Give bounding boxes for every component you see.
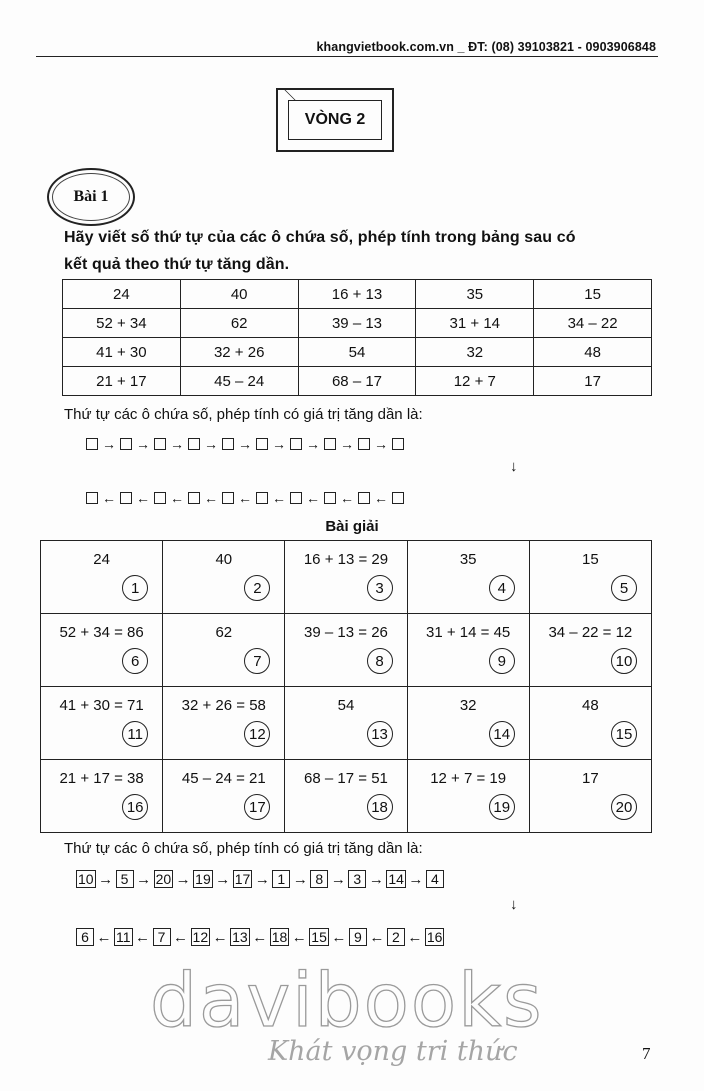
answer-blank-box	[188, 438, 200, 450]
cell-order-number: 3	[367, 575, 393, 601]
table-row	[41, 687, 652, 760]
table-row	[63, 367, 652, 396]
cell-order-number: 8	[367, 648, 393, 674]
cell-order-number: 2	[244, 575, 270, 601]
order-instruction: Thứ tự các ô chứa số, phép tính có giá trị tăng dần là:	[64, 406, 423, 423]
table-cell: 16 + 13	[298, 280, 416, 309]
answer-cell	[285, 614, 407, 687]
cell-order-number: 6	[122, 648, 148, 674]
order-number-box: 20	[155, 871, 172, 887]
answer-blank-box	[120, 492, 132, 504]
answer-blank-box	[86, 492, 98, 504]
down-arrow-icon: ↓	[510, 458, 518, 475]
instruction-line-2: kết quả theo thứ tự tăng dần.	[64, 256, 290, 273]
table-cell: 48	[534, 338, 652, 367]
solution-title: Bài giải	[325, 518, 379, 535]
watermark-brand: davibooks	[150, 958, 544, 1044]
answer-cell	[163, 687, 285, 760]
arrow-icon: →	[368, 870, 384, 888]
cell-order-number: 12	[244, 721, 270, 747]
arrow-icon: ←	[272, 490, 286, 506]
cell-order-number: 16	[122, 794, 148, 820]
arrow-icon: →	[238, 436, 252, 452]
answer-cell	[407, 614, 529, 687]
cell-order-number: 13	[367, 721, 393, 747]
arrow-icon: ←	[170, 490, 184, 506]
table-cell: 32 + 26	[180, 338, 298, 367]
answer-cell	[41, 541, 163, 614]
cell-order-number: 20	[611, 794, 637, 820]
cell-expression: 32 + 26 = 58	[181, 697, 266, 714]
answer-cell	[163, 614, 285, 687]
answer-cell	[285, 760, 407, 833]
table-cell: 17	[534, 367, 652, 396]
answer-cell	[163, 760, 285, 833]
round-title-box	[276, 88, 394, 152]
arrow-icon: ←	[173, 928, 189, 946]
answer-blank-box	[120, 438, 132, 450]
answer-cell	[163, 541, 285, 614]
watermark-slogan: Khát vọng tri thức	[268, 1036, 518, 1067]
arrow-icon: →	[374, 436, 388, 452]
table-cell: 52 + 34	[63, 309, 181, 338]
arrow-icon: →	[102, 436, 116, 452]
order-number-box: 17	[234, 871, 251, 887]
answer-cell	[285, 541, 407, 614]
table-cell: 21 + 17	[63, 367, 181, 396]
blank-chain-top	[86, 436, 404, 452]
answer-blank-box	[222, 438, 234, 450]
arrow-icon: →	[136, 436, 150, 452]
cell-order-number: 17	[244, 794, 270, 820]
answer-cell	[529, 687, 651, 760]
exercise-label: Bài 1	[52, 173, 130, 221]
cell-expression: 34 – 22 = 12	[548, 624, 633, 641]
arrow-icon: →	[215, 870, 231, 888]
answer-blank-box	[86, 438, 98, 450]
answer-cell	[407, 760, 529, 833]
order-number-box: 1	[272, 870, 290, 888]
answer-blank-box	[188, 492, 200, 504]
order-number-box: 6	[76, 928, 94, 946]
answer-chain-top	[76, 870, 444, 888]
instruction-line-1: Hãy viết số thứ tự của các ô chứa số, phép tính trong bảng sau có	[64, 229, 576, 246]
table-row	[41, 760, 652, 833]
answer-blank-box	[358, 492, 370, 504]
table-cell: 54	[298, 338, 416, 367]
order-number-box: 5	[116, 870, 134, 888]
table-cell: 62	[180, 309, 298, 338]
answer-blank-box	[256, 492, 268, 504]
cell-order-number: 11	[122, 721, 148, 747]
arrow-icon: ←	[407, 928, 423, 946]
arrow-icon: ←	[102, 490, 116, 506]
order-number-box: 7	[153, 928, 171, 946]
order-number-box: 16	[426, 929, 443, 945]
page-header: khangvietbook.com.vn _ ĐT: (08) 39103821 - 0903906848	[316, 40, 656, 54]
cell-expression: 31 + 14 = 45	[426, 624, 511, 641]
answer-blank-box	[392, 438, 404, 450]
arrow-icon: →	[98, 870, 114, 888]
cell-order-number: 7	[244, 648, 270, 674]
round-title: VÒNG 2	[288, 100, 382, 140]
cell-order-number: 14	[489, 721, 515, 747]
arrow-icon: →	[306, 436, 320, 452]
answer-table	[40, 540, 652, 833]
answer-blank-box	[154, 438, 166, 450]
down-arrow-icon: ↓	[510, 896, 518, 913]
table-cell: 31 + 14	[416, 309, 534, 338]
blank-chain-bottom	[86, 490, 404, 506]
table-cell: 34 – 22	[534, 309, 652, 338]
cell-expression: 52 + 34 = 86	[59, 624, 144, 641]
table-row	[63, 309, 652, 338]
arrow-icon: ←	[135, 928, 151, 946]
order-number-box: 9	[349, 928, 367, 946]
arrow-icon: →	[292, 870, 308, 888]
arrow-icon: →	[330, 870, 346, 888]
arrow-icon: ←	[204, 490, 218, 506]
cell-expression: 24	[93, 551, 110, 568]
answer-blank-box	[290, 438, 302, 450]
arrow-icon: →	[340, 436, 354, 452]
arrow-icon: ←	[136, 490, 150, 506]
answer-cell	[41, 760, 163, 833]
table-cell: 12 + 7	[416, 367, 534, 396]
arrow-icon: ←	[306, 490, 320, 506]
table-cell: 45 – 24	[180, 367, 298, 396]
order-number-box: 3	[348, 870, 366, 888]
answer-order-instruction: Thứ tự các ô chứa số, phép tính có giá trị tăng dần là:	[64, 840, 423, 857]
arrow-icon: →	[254, 870, 270, 888]
answer-cell	[41, 687, 163, 760]
header-rule	[36, 56, 658, 57]
cell-expression: 48	[582, 697, 599, 714]
cell-order-number: 19	[489, 794, 515, 820]
order-number-box: 11	[116, 929, 131, 945]
table-cell: 39 – 13	[298, 309, 416, 338]
table-cell: 41 + 30	[63, 338, 181, 367]
table-cell: 35	[416, 280, 534, 309]
arrow-icon: ←	[374, 490, 388, 506]
order-number-box: 19	[195, 871, 211, 887]
page-number: 7	[642, 1044, 651, 1063]
order-number-box: 12	[192, 929, 209, 945]
order-number-box: 18	[271, 929, 288, 945]
answer-blank-box	[324, 492, 336, 504]
answer-blank-box	[358, 438, 370, 450]
cell-expression: 16 + 13 = 29	[303, 551, 389, 568]
cell-order-number: 4	[489, 575, 515, 601]
order-number-box: 8	[310, 870, 328, 888]
cell-order-number: 18	[367, 794, 393, 820]
answer-cell	[529, 760, 651, 833]
answer-blank-box	[154, 492, 166, 504]
answer-cell	[529, 541, 651, 614]
answer-cell	[41, 614, 163, 687]
answer-blank-box	[256, 438, 268, 450]
table-cell: 15	[534, 280, 652, 309]
answer-cell	[285, 687, 407, 760]
table-cell: 24	[63, 280, 181, 309]
cell-expression: 35	[459, 551, 477, 568]
arrow-icon: →	[204, 436, 218, 452]
answer-blank-box	[392, 492, 404, 504]
cell-expression: 15	[582, 551, 599, 568]
arrow-icon: ←	[252, 928, 268, 946]
cell-expression: 32	[459, 697, 477, 714]
order-number-box: 2	[387, 928, 405, 946]
cell-expression: 45 – 24 = 21	[181, 770, 266, 787]
question-table	[62, 279, 652, 396]
answer-blank-box	[290, 492, 302, 504]
cell-expression: 39 – 13 = 26	[304, 624, 388, 641]
order-number-box: 15	[311, 929, 327, 945]
cell-expression: 62	[215, 624, 233, 641]
arrow-icon: →	[170, 436, 184, 452]
table-cell: 68 – 17	[298, 367, 416, 396]
arrow-icon: ←	[340, 490, 354, 506]
cell-order-number: 5	[611, 575, 637, 601]
arrow-icon: ←	[238, 490, 252, 506]
arrow-icon: ←	[331, 928, 347, 946]
arrow-icon: ←	[369, 928, 385, 946]
arrow-icon: →	[272, 436, 286, 452]
answer-blank-box	[222, 492, 234, 504]
table-row	[63, 280, 652, 309]
cell-expression: 41 + 30 = 71	[59, 697, 144, 714]
table-row	[63, 338, 652, 367]
cell-order-number: 9	[489, 648, 515, 674]
table-row	[41, 614, 652, 687]
arrow-icon: →	[175, 870, 191, 888]
order-number-box: 10	[78, 871, 94, 887]
arrow-icon: ←	[212, 928, 228, 946]
cell-order-number: 1	[122, 575, 148, 601]
cell-expression: 17	[582, 770, 599, 787]
answer-chain-bottom	[76, 928, 444, 946]
cell-order-number: 15	[611, 721, 637, 747]
arrow-icon: ←	[96, 928, 112, 946]
cell-expression: 68 – 17 = 51	[304, 770, 388, 787]
answer-cell	[529, 614, 651, 687]
arrow-icon: →	[408, 870, 424, 888]
cell-expression: 12 + 7 = 19	[430, 770, 507, 787]
order-number-box: 14	[388, 871, 404, 887]
arrow-icon: ←	[291, 928, 307, 946]
table-cell: 32	[416, 338, 534, 367]
cell-expression: 40	[215, 551, 233, 568]
answer-cell	[407, 687, 529, 760]
arrow-icon: →	[136, 870, 152, 888]
cell-expression: 54	[337, 697, 355, 714]
order-number-box: 13	[232, 929, 248, 945]
table-row	[41, 541, 652, 614]
order-number-box: 4	[426, 870, 444, 888]
answer-blank-box	[324, 438, 336, 450]
cell-order-number: 10	[611, 648, 637, 674]
table-cell: 40	[180, 280, 298, 309]
cell-expression: 21 + 17 = 38	[59, 770, 144, 787]
answer-cell	[407, 541, 529, 614]
